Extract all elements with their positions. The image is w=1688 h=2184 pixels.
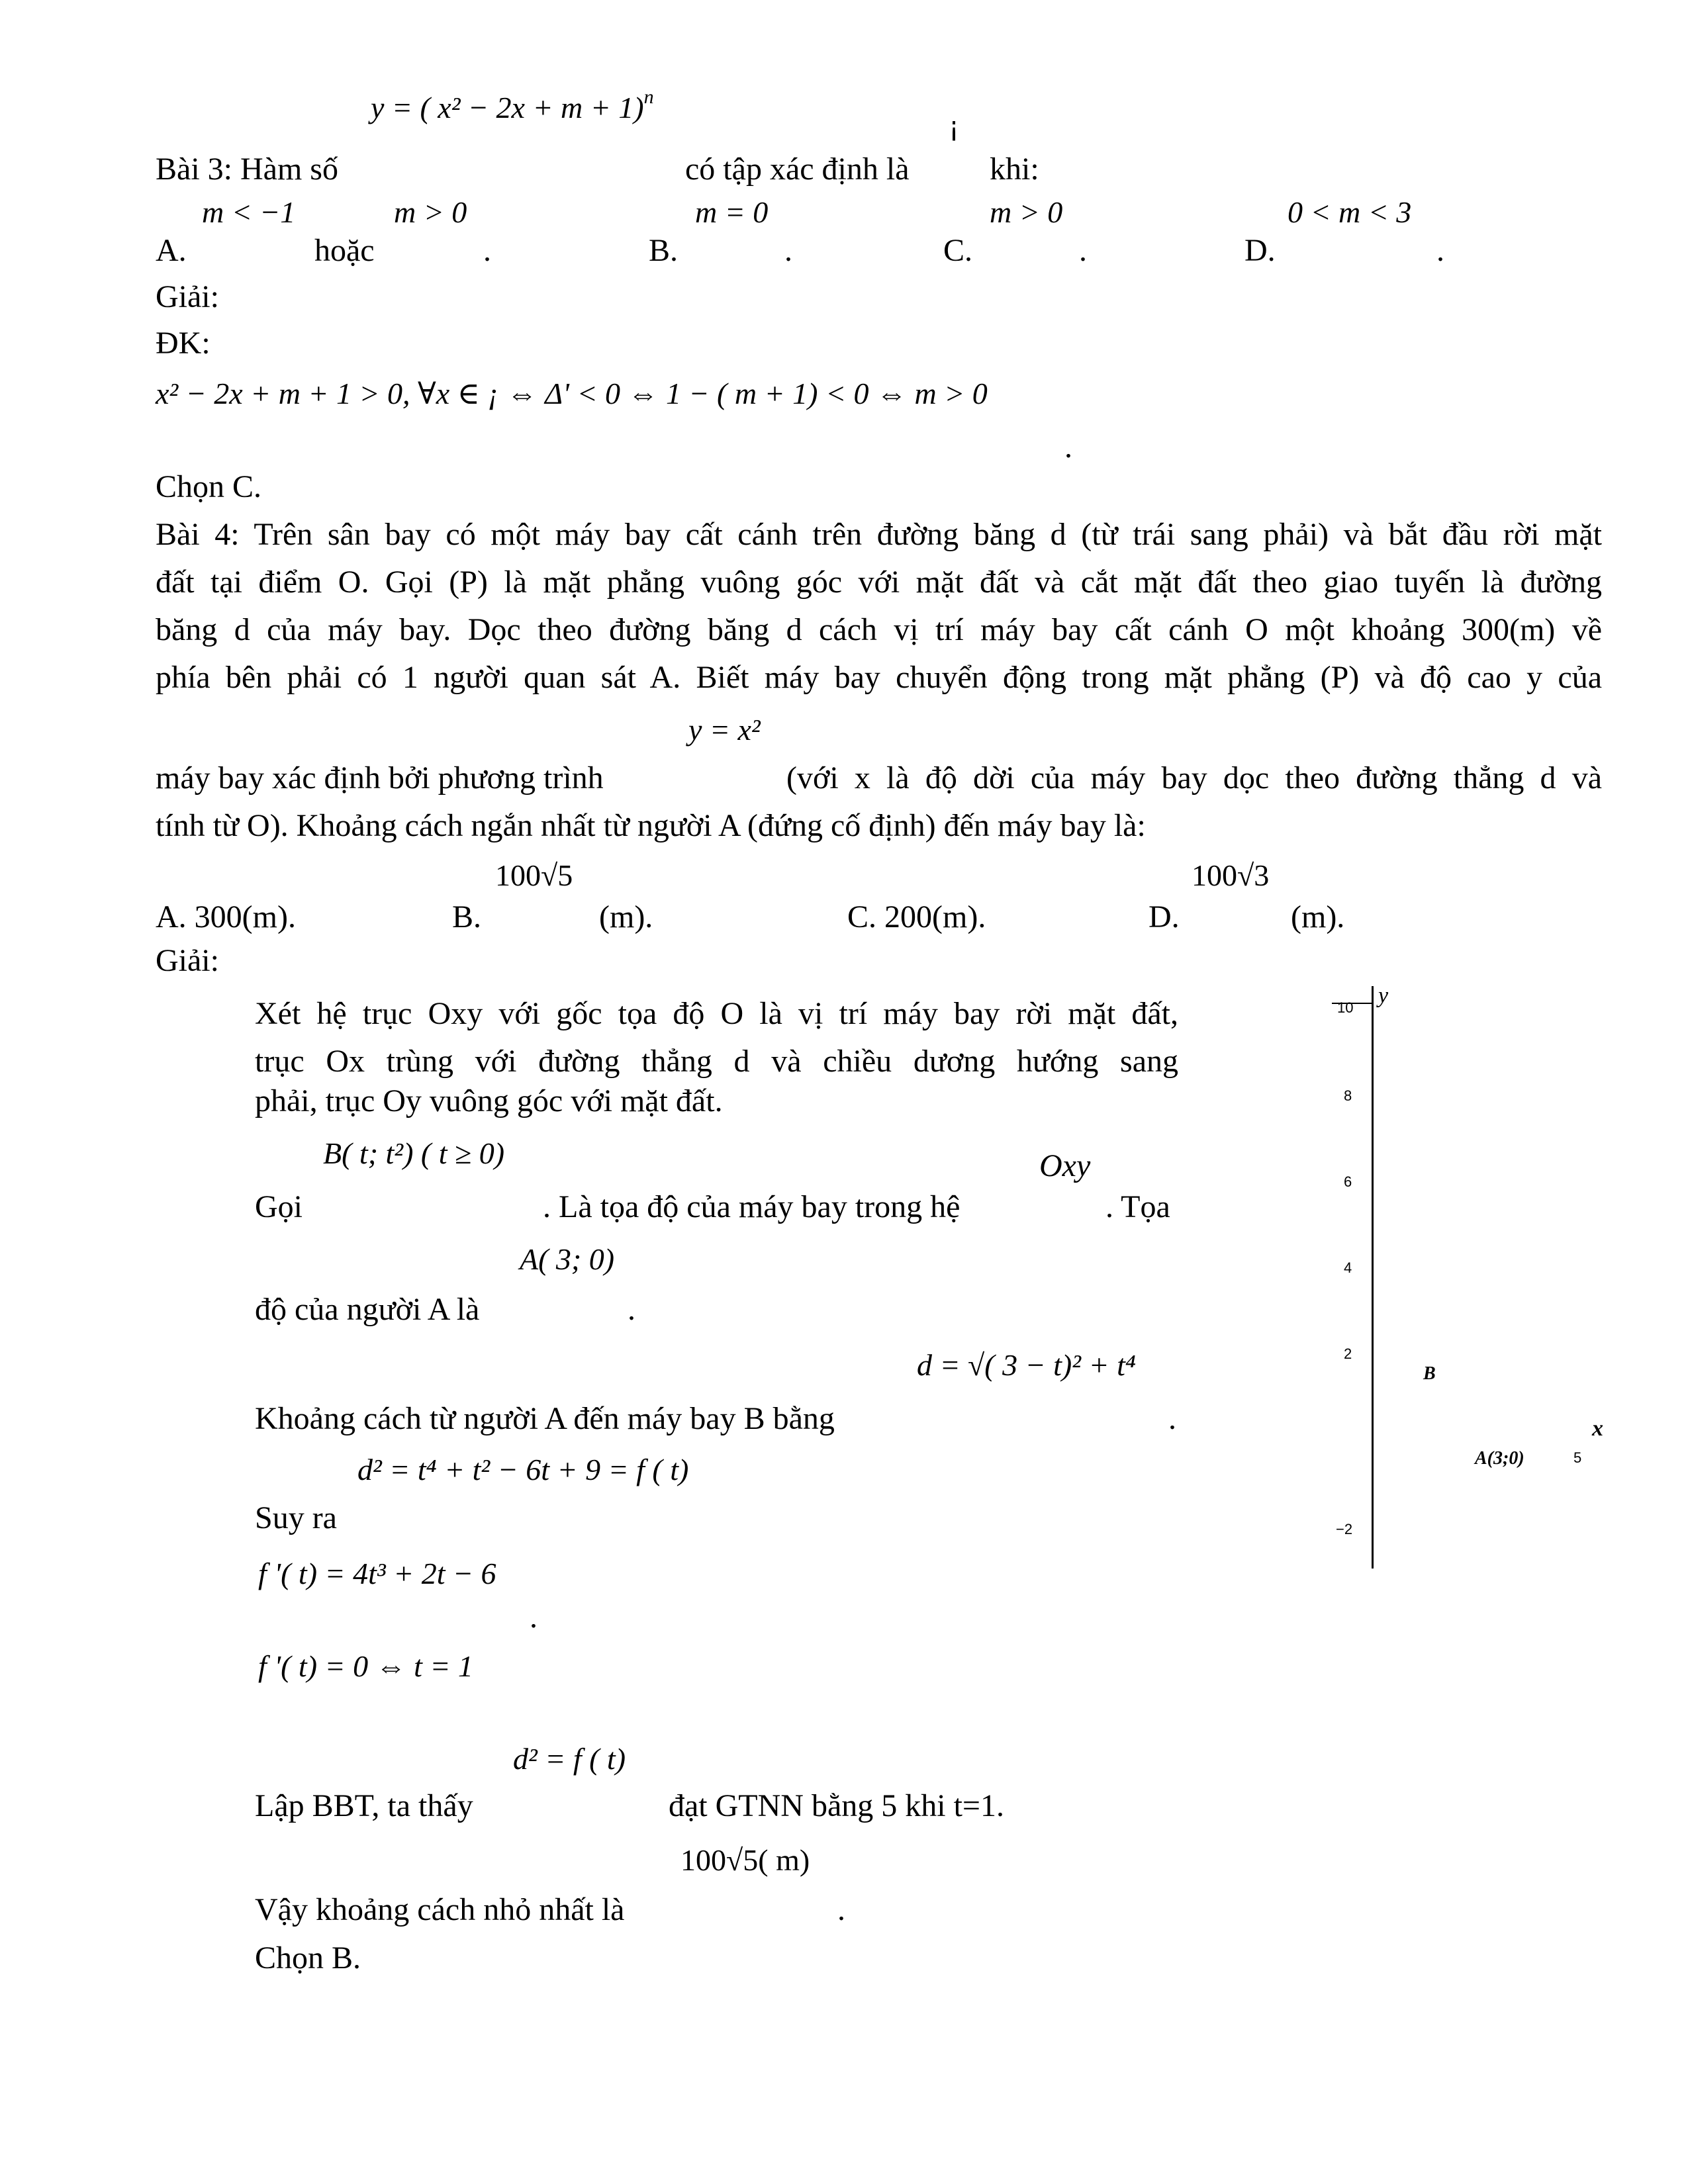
bai4-solution-line-3: phải, trục Oy vuông góc với mặt đất. (255, 1083, 723, 1118)
bai3-function-formula: y = ( x² − 2x + m + 1)$^n$ (371, 86, 654, 124)
bai3-option-c-letter: C. (943, 233, 973, 268)
bai4-line6: tính từ O). Khoảng cách ngắn nhất từ người A (đứng cố định) đến máy bay là: (156, 808, 1146, 843)
graph-y-tick: 8 (1344, 1087, 1352, 1104)
bai3-end-text: khi: (990, 152, 1039, 187)
bai3-option-d-dot: . (1436, 233, 1444, 268)
bai4-bbt-a: Lập BBT, ta thấy (255, 1788, 473, 1823)
bai3-option-a-dot: . (483, 233, 491, 268)
bai3-option-a-word: hoặc (314, 233, 375, 268)
bai4-goi: Gọi (255, 1189, 303, 1224)
bai4-kc-dot: . (1168, 1401, 1176, 1436)
bai4-oxy: Oxy (1039, 1148, 1091, 1183)
bai3-option-b-math: m = 0 (695, 195, 769, 229)
bai3-option-d-math: 0 < m < 3 (1288, 195, 1412, 229)
bai3-condition-dot: . (1064, 430, 1072, 465)
graph-y-tick: 6 (1344, 1173, 1352, 1190)
bai4-problem-line-1: Bài 4: Trên sân bay có một máy bay cất cánh trên đường băng d (từ trái sang phải) và bắt đầu rời mặt (156, 517, 1602, 552)
bai3-mid-text: có tập xác định là (685, 152, 910, 187)
bai3-condition: x² − 2x + m + 1 > 0, ∀x ∈ ¡ ⇔ Δ' < 0 ⇔ 1 − ( m + 1) < 0 ⇔ m > 0 (156, 377, 988, 410)
bai3-dk: ĐK: (156, 326, 211, 361)
bai4-problem-line-3: băng d của máy bay. Dọc theo đường băng d cách vị trí máy bay cất cánh O một khoảng 300(m) về (156, 612, 1602, 647)
graph-point-a-label: A(3;0) (1475, 1448, 1524, 1469)
bai4-solution-line-1: Xét hệ trục Oxy với gốc tọa độ O là vị trí máy bay rời mặt đất, (255, 996, 1178, 1031)
bai4-equation: y = x² (688, 713, 761, 747)
bai4-fprime-zero: f '( t) = 0 ⇔ t = 1 (258, 1649, 473, 1683)
bai3-option-b-letter: B. (649, 233, 679, 268)
bai4-option-b-math: 100√5 (495, 858, 573, 892)
bai4-problem-line-4: phía bên phải có 1 người quan sát A. Biết máy bay chuyển động trong mặt phẳng (P) và độ cao y của (156, 660, 1602, 695)
graph-x-label: x (1592, 1416, 1603, 1441)
bai3-option-b-dot: . (784, 233, 792, 268)
bai4-giai: Giải: (156, 943, 219, 978)
bai3-label: Bài 3: Hàm số (156, 152, 338, 187)
graph-point-b-label: B (1423, 1363, 1436, 1384)
graph-y-tick: 4 (1344, 1259, 1352, 1276)
bai4-fprime: f '( t) = 4t³ + 2t − 6 (258, 1557, 496, 1590)
bai4-option-c: C. 200(m). (847, 899, 986, 934)
bai4-option-d-math: 100√3 (1192, 858, 1270, 892)
bai4-d2-formula: d² = t⁴ + t² − 6t + 9 = f ( t) (357, 1453, 689, 1486)
bai4-kc-line: Khoảng cách từ người A đến máy bay B bằng (255, 1401, 835, 1436)
bai4-answer: Chọn B. (255, 1940, 361, 1976)
bai4-line5-b: (với x là độ dời của máy bay dọc theo đường thẳng d và (786, 760, 1602, 796)
bai4-vay-dot: . (837, 1892, 845, 1927)
bai4-d2-f: d² = f ( t) (513, 1742, 626, 1776)
bai4-option-b-unit: (m). (599, 899, 653, 934)
bai4-solution-line-2: trục Ox trùng với đường thẳng d và chiều dương hướng sang (255, 1044, 1178, 1079)
bai4-point-b-math: B( t; t²) ( t ≥ 0) (323, 1136, 505, 1170)
bai4-do-a: độ của người A là (255, 1292, 480, 1327)
bai4-line5-a: máy bay xác định bởi phương trình (156, 760, 604, 796)
bai4-vay: Vậy khoảng cách nhỏ nhất là (255, 1892, 625, 1927)
graph-x-tick: 5 (1573, 1449, 1582, 1466)
bai4-min-math: 100√5( m) (680, 1843, 810, 1877)
graph-y-tick: 10 (1337, 999, 1354, 1016)
bai4-goi-rest: . Là tọa độ của máy bay trong hệ (543, 1189, 961, 1224)
bai4-fprime-dot: . (530, 1600, 538, 1635)
bai4-option-d-letter: D. (1149, 899, 1180, 934)
bai3-giai: Giải: (156, 279, 219, 314)
graph-y-tick: 2 (1344, 1345, 1352, 1362)
bai4-option-b-letter: B. (452, 899, 482, 934)
graph-y-axis (1372, 986, 1374, 1569)
domain-symbol: ¡ (949, 112, 960, 142)
bai3-option-d-letter: D. (1244, 233, 1276, 268)
bai4-do-a-dot: . (628, 1292, 635, 1327)
bai3-option-a-letter: A. (156, 233, 187, 268)
bai4-distance-formula: d = √( 3 − t)² + t⁴ (917, 1348, 1136, 1382)
graph-y-label: y (1378, 983, 1389, 1008)
bai4-toa: . Tọa (1105, 1189, 1170, 1224)
bai3-option-a-math2: m > 0 (394, 195, 467, 229)
graph-y-tick: −2 (1336, 1521, 1353, 1537)
bai4-suy-ra: Suy ra (255, 1500, 337, 1535)
bai3-answer: Chọn C. (156, 469, 262, 504)
bai3-option-c-math: m > 0 (990, 195, 1063, 229)
bai4-bbt-b: đạt GTNN bằng 5 khi t=1. (669, 1788, 1004, 1823)
bai4-problem-line-2: đất tại điểm O. Gọi (P) là mặt phẳng vuông góc với mặt đất và cắt mặt đất theo giao tuyến là đường (156, 565, 1602, 600)
bai3-option-a-math1: m < −1 (202, 195, 296, 229)
bai4-option-d-unit: (m). (1291, 899, 1345, 934)
bai3-option-c-dot: . (1079, 233, 1087, 268)
bai4-point-a-math: A( 3; 0) (520, 1242, 615, 1276)
bai4-option-a: A. 300(m). (156, 899, 296, 934)
